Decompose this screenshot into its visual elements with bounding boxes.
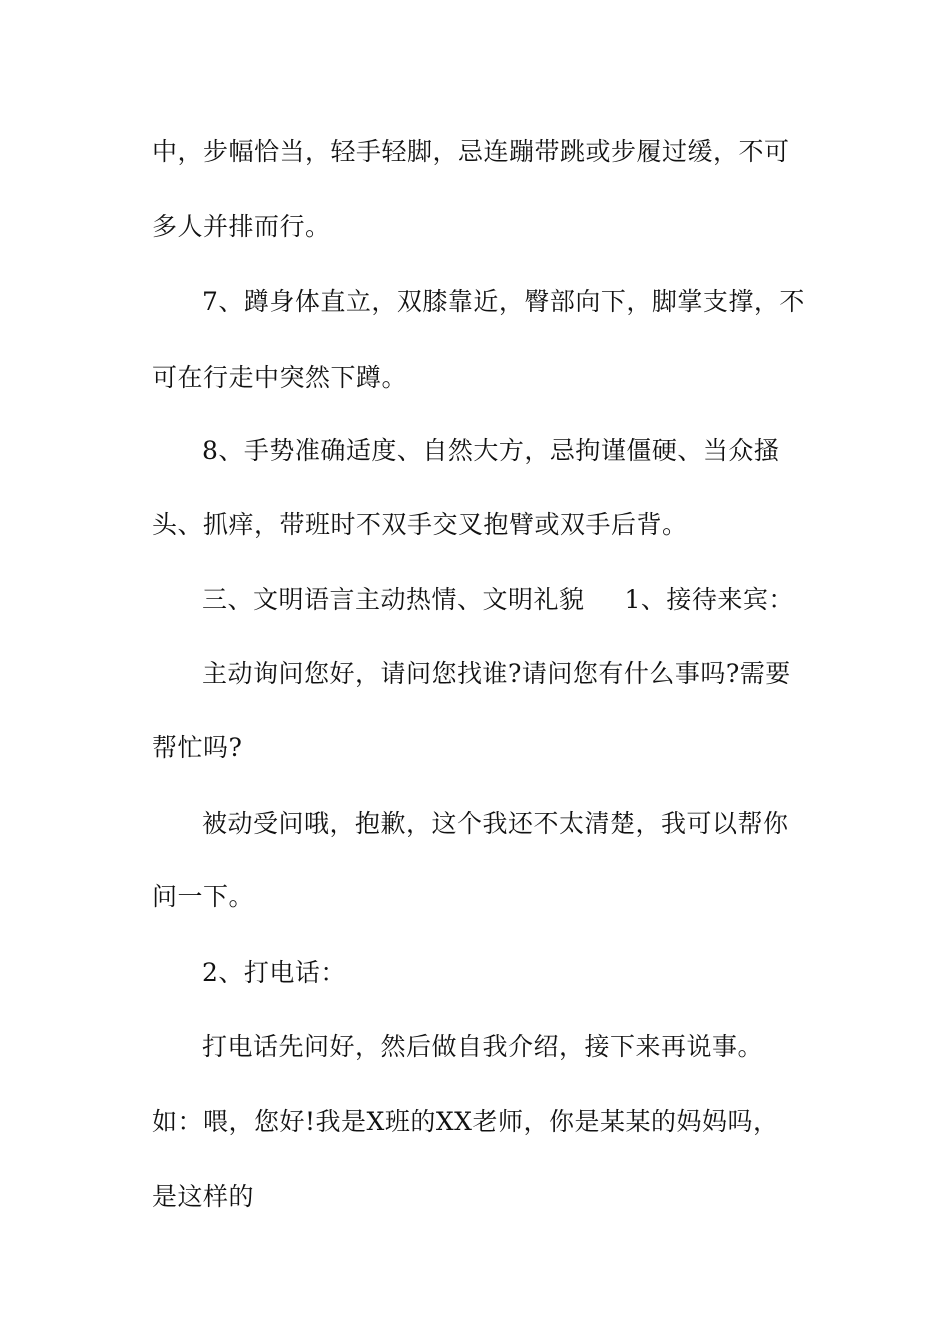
text-line: 帮忙吗? [152, 733, 243, 762]
text-line: 是这样的 [152, 1182, 255, 1211]
subsection-label: 2、打电话： [202, 958, 346, 987]
text-line: 7、蹲身体直立，双膝靠近，臀部向下，脚掌支撑，不 [202, 287, 805, 316]
section-heading-line [202, 585, 794, 615]
text-line: 打电话先问好，然后做自我介绍，接下来再说事。 [202, 1032, 764, 1061]
text-line: 多人并排而行。 [152, 212, 331, 241]
text-line: 8、手势准确适度、自然大方，忌拘谨僵硬、当众搔 [202, 436, 780, 465]
text-line: 头、抓痒，带班时不双手交叉抱臂或双手后背。 [152, 510, 688, 539]
text-line: 主动询问您好，请问您找谁?请问您有什么事吗?需要 [202, 659, 791, 688]
text-line: 问一下。 [152, 882, 255, 911]
text-line: 可在行走中突然下蹲。 [152, 363, 408, 392]
text-line: 被动受问哦，抱歉，这个我还不太清楚，我可以帮你 [202, 809, 789, 838]
section-heading: 三、文明语言主动热情、文明礼貌 [202, 585, 585, 614]
text-line: 如：喂，您好!我是X班的XX老师，你是某某的妈妈吗， [152, 1107, 779, 1136]
subsection-label: 1、接待来宾： [624, 585, 794, 614]
text-line: 中，步幅恰当，轻手轻脚，忌连蹦带跳或步履过缓，不可 [152, 137, 790, 166]
